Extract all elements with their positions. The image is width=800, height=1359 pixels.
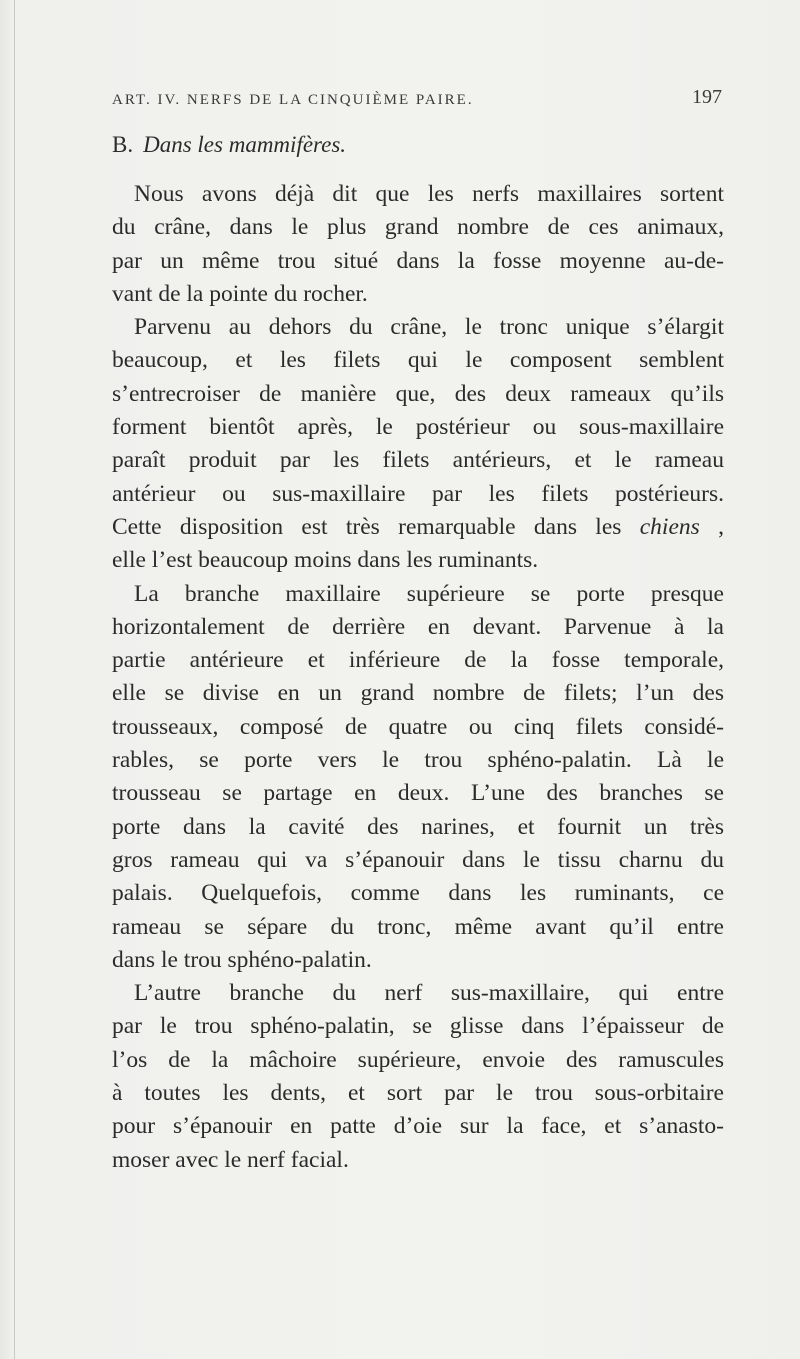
text-line: trousseau se partage en deux. L’une des branches se	[112, 780, 724, 807]
text-line: par un même trou situé dans la fosse moyenne au-de-	[112, 247, 724, 274]
text-line: trousseaux, composé de quatre ou cinq filets considé-	[112, 713, 724, 740]
text-line-with-italic	[112, 511, 724, 544]
section-letter: B.	[112, 132, 134, 157]
text-line: elle se divise en un grand nombre de filets; l’un des	[112, 680, 724, 707]
text-line: antérieur ou sus-maxillaire par les filets postérieurs.	[112, 480, 724, 507]
text-line: La branche maxillaire supérieure se porte presque	[134, 580, 724, 607]
text-line: à toutes les dents, et sort par le trou sous-orbitaire	[112, 1080, 724, 1107]
text-line: forment bientôt après, le postérieur ou sous-maxillaire	[112, 414, 724, 441]
page-number: 197	[692, 86, 722, 108]
section-title: Dans les mammifères.	[143, 132, 347, 157]
text-line: rables, se porte vers le trou sphéno-palatin. Là le	[112, 747, 724, 774]
paragraph-4	[112, 977, 724, 1177]
text-line: du crâne, dans le plus grand nombre de ces animaux,	[112, 214, 724, 241]
text-line: partie antérieure et inférieure de la fosse temporale,	[112, 647, 724, 674]
body-text	[112, 178, 724, 1177]
running-head-title: ART. IV. NERFS DE LA CINQUIÈME PAIRE.	[112, 92, 474, 108]
text-line: L’autre branche du nerf sus-maxillaire, qui entre	[134, 980, 724, 1007]
text-line: s’entrecroiser de manière que, des deux rameaux qu’ils	[112, 380, 724, 407]
running-head	[112, 86, 722, 116]
paragraph-2	[112, 311, 724, 577]
page-gutter-edge	[14, 0, 15, 1359]
text-line: beaucoup, et les filets qui le composent semblent	[112, 347, 724, 374]
text-line: vant de la pointe du rocher.	[112, 280, 368, 307]
text-line: paraît produit par les filets antérieurs, et le rameau	[112, 447, 724, 474]
text-segment: Cette disposition est très remarquable dans les	[112, 513, 640, 540]
text-segment: ,	[699, 513, 725, 540]
text-line: dans le trou sphéno-palatin.	[112, 946, 372, 973]
text-line: Nous avons déjà dit que les nerfs maxillaires sortent	[134, 181, 724, 207]
text-line: porte dans la cavité des narines, et fournit un très	[112, 813, 724, 840]
text-line: pour s’épanouir en patte d’oie sur la face, et s’anasto-	[112, 1113, 724, 1140]
paragraph-3	[112, 578, 724, 978]
text-line: par le trou sphéno-palatin, se glisse dans l’épaisseur de	[112, 1013, 724, 1040]
text-line: gros rameau qui va s’épanouir dans le tissu charnu du	[112, 846, 724, 873]
italic-word: chiens	[639, 513, 700, 540]
paragraph-1	[112, 178, 724, 311]
text-line: moser avec le nerf facial.	[112, 1146, 349, 1173]
text-line: l’os de la mâchoire supérieure, envoie des ramuscules	[112, 1046, 724, 1073]
text-line: palais. Quelquefois, comme dans les ruminants, ce	[112, 880, 724, 907]
section-heading	[112, 132, 346, 158]
text-line: rameau se sépare du tronc, même avant qu’il entre	[112, 913, 724, 940]
text-line: Parvenu au dehors du crâne, le tronc unique s’élargit	[134, 314, 724, 341]
text-line: elle l’est beaucoup moins dans les ruminants.	[112, 547, 539, 574]
text-line: horizontalement de derrière en devant. Parvenue à la	[112, 613, 724, 640]
